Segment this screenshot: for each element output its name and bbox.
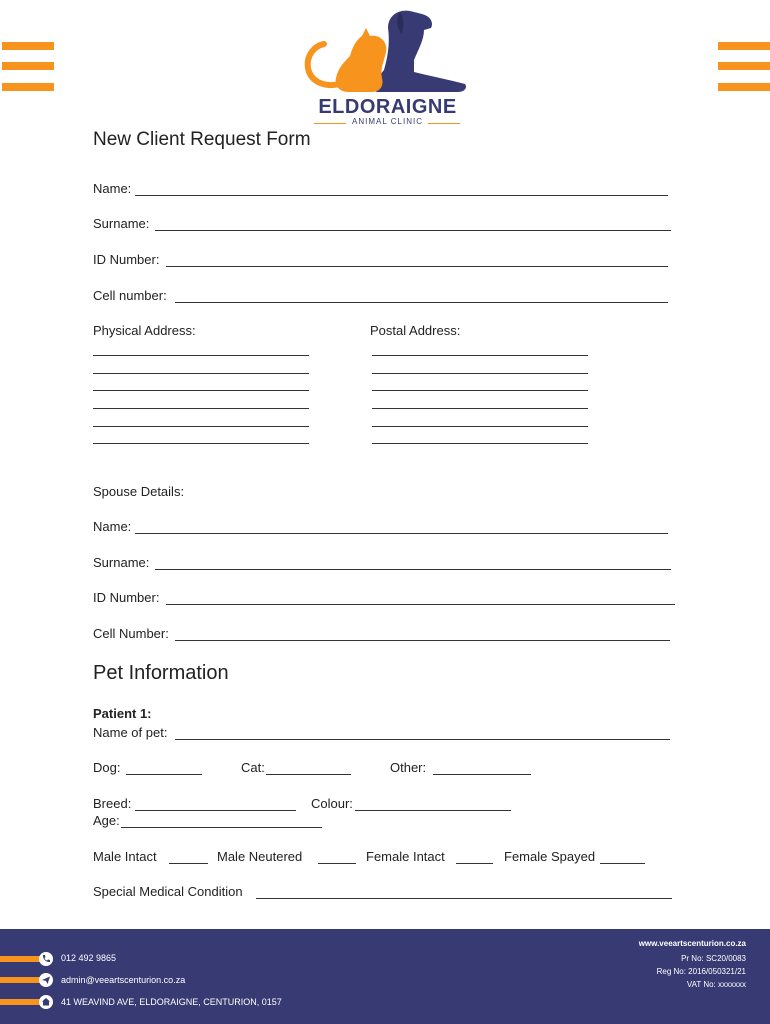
- client-surname-label: Surname:: [93, 216, 150, 231]
- physical-address-line[interactable]: [93, 426, 309, 427]
- postal-address-line[interactable]: [372, 443, 588, 444]
- physical-address-line[interactable]: [93, 373, 309, 374]
- clinic-logo: [300, 6, 475, 130]
- spouse-heading: Spouse Details:: [93, 484, 185, 499]
- physical-address-line[interactable]: [93, 408, 309, 409]
- age-input[interactable]: [121, 827, 322, 828]
- cat-input[interactable]: [266, 774, 351, 775]
- postal-address-label: Postal Address:: [370, 323, 461, 338]
- footer-vat-no: VAT No: xxxxxxx: [686, 980, 746, 989]
- footer-phone: 012 492 9865: [61, 953, 117, 963]
- physical-address-line[interactable]: [93, 443, 309, 444]
- footer-address: 41 WEAVIND AVE, ELDORAIGNE, CENTURION, 0157: [61, 997, 282, 1007]
- physical-address-line[interactable]: [93, 355, 309, 356]
- form-title: New Client Request Form: [93, 129, 311, 150]
- spouse-surname-label: Surname:: [93, 555, 150, 570]
- physical-address-line[interactable]: [93, 390, 309, 391]
- male-intact-input[interactable]: [169, 863, 208, 864]
- postal-address-line[interactable]: [372, 355, 588, 356]
- send-icon: [39, 973, 53, 987]
- male-neutered-label: Male Neutered: [217, 849, 303, 864]
- female-intact-input[interactable]: [456, 863, 493, 864]
- cat-label: Cat:: [241, 760, 265, 775]
- pet-name-input[interactable]: [175, 739, 670, 740]
- female-spayed-input[interactable]: [600, 863, 645, 864]
- footer: [0, 929, 770, 1024]
- spouse-name-label: Name:: [93, 519, 132, 534]
- phone-icon: [39, 952, 53, 966]
- logo-tagline: ANIMAL CLINIC: [352, 117, 423, 126]
- client-name-input[interactable]: [135, 195, 668, 196]
- logo-tagline-line-right: [428, 123, 460, 124]
- right-decor-bars: [718, 42, 770, 94]
- footer-email: admin@veeartscenturion.co.za: [61, 975, 186, 985]
- special-condition-input[interactable]: [256, 898, 672, 899]
- client-cell-input[interactable]: [175, 302, 668, 303]
- postal-address-line[interactable]: [372, 408, 588, 409]
- age-label: Age:: [93, 813, 120, 828]
- pet-name-label: Name of pet:: [93, 725, 168, 740]
- spouse-name-input[interactable]: [135, 533, 668, 534]
- female-intact-label: Female Intact: [366, 849, 445, 864]
- client-name-label: Name:: [93, 181, 132, 196]
- spouse-id-label: ID Number:: [93, 590, 160, 605]
- pet-heading: Pet Information: [93, 662, 229, 684]
- special-condition-label: Special Medical Condition: [93, 884, 243, 899]
- footer-reg-no: Reg No: 2016/050321/21: [656, 967, 746, 976]
- patient-label: Patient 1:: [93, 706, 152, 721]
- other-label: Other:: [390, 760, 427, 775]
- male-intact-label: Male Intact: [93, 849, 157, 864]
- breed-input[interactable]: [135, 810, 296, 811]
- spouse-id-input[interactable]: [166, 604, 675, 605]
- dog-label: Dog:: [93, 760, 121, 775]
- client-id-label: ID Number:: [93, 252, 160, 267]
- client-surname-input[interactable]: [155, 230, 671, 231]
- client-cell-label: Cell number:: [93, 288, 167, 303]
- spouse-cell-input[interactable]: [175, 640, 670, 641]
- footer-website: www.veeartscenturion.co.za: [638, 939, 746, 948]
- footer-pr-no: Pr No: SC20/0083: [681, 954, 746, 963]
- spouse-cell-label: Cell Number:: [93, 626, 169, 641]
- client-id-input[interactable]: [166, 266, 668, 267]
- other-input[interactable]: [433, 774, 531, 775]
- postal-address-line[interactable]: [372, 373, 588, 374]
- breed-label: Breed:: [93, 796, 132, 811]
- postal-address-line[interactable]: [372, 426, 588, 427]
- left-decor-bars: [2, 42, 54, 94]
- male-neutered-input[interactable]: [318, 863, 356, 864]
- physical-address-label: Physical Address:: [93, 323, 196, 338]
- dog-input[interactable]: [126, 774, 202, 775]
- postal-address-line[interactable]: [372, 390, 588, 391]
- female-spayed-label: Female Spayed: [504, 849, 596, 864]
- colour-label: Colour:: [311, 796, 353, 811]
- colour-input[interactable]: [355, 810, 511, 811]
- spouse-surname-input[interactable]: [155, 569, 671, 570]
- logo-name: ELDORAIGNE: [318, 96, 457, 118]
- pets-logo-icon: [300, 6, 475, 96]
- home-icon: [39, 995, 53, 1009]
